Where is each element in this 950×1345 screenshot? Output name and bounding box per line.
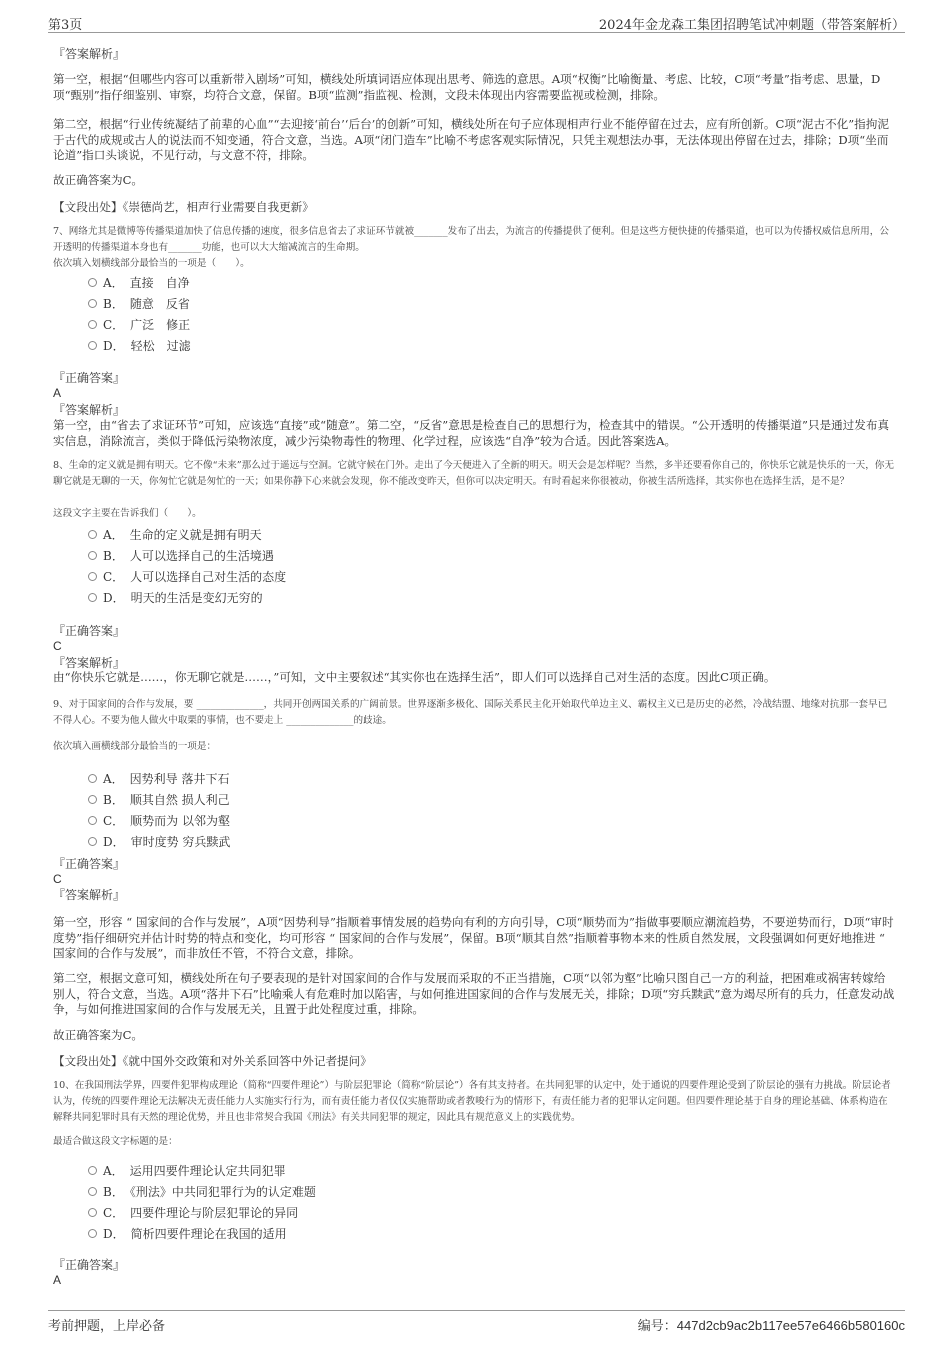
radio-icon[interactable] [88, 593, 97, 602]
q10-prompt: 最适合做这段文字标题的是： [53, 1136, 178, 1147]
footer-slogan: 考前押题，上岸必备 [48, 1319, 166, 1334]
q6-analysis-para2: 第二空，根据“行业传统凝结了前辈的心血”“去迎接‘前台’‘后台’的创新”可知，横线处所在句子应体现相声行业不能停留在过去，应有所创新。C项“泥古不化”指拘泥于古代的成规或古人的说法而不知变通，符合文意，当选。A项“闭门造车”比喻不考虑客观实际情况，只凭主观想法办事，无法体现出停留在过去，排除；D项“坐而论道”指口头谈说，不见行动，与文意不符，排除。 [53, 117, 889, 162]
page-number: 第3页 [48, 18, 83, 33]
q7-option-b[interactable]: B． 随意 反省 [88, 296, 190, 312]
document-title: 2024年金龙森工集团招聘笔试冲刺题（带答案解析） [598, 18, 905, 33]
radio-icon[interactable] [88, 1187, 97, 1196]
q9-answer-label: 『正确答案』 [53, 857, 126, 871]
q6-analysis-para1: 第一空，根据“但哪些内容可以重新带入剧场”可知，横线处所填词语应体现出思考、筛选的意思。A项“权衡”比喻衡量、考虑、比较，C项“考量”指考虑、思量，D项“甄别”指仔细鉴别、审察，均符合文意，保留。B项“监测”指监视、检测，文段未体现出内容需要监视或检测，排除。 [53, 72, 881, 102]
q9-option-a[interactable]: A． 因势利导 落井下石 [88, 771, 229, 787]
radio-icon[interactable] [88, 551, 97, 560]
q9-analysis-para2: 第二空，根据文意可知，横线处所在句子要表现的是针对国家间的合作与发展而采取的不正当措施，C项“以邻为壑”比喻只图自己一方的利益，把困难或祸害转嫁给别人，符合文意，当选。A项“落井下石”比喻乘人有危难时加以陷害，与如何推进国家间的合作与发展无关，排除；D项“穷兵黩武”意为竭尽所有的兵力，任意发动战争，与如何推进国家间的合作与发展无关，且置于此处程度过重，排除。 [53, 971, 895, 1016]
q8-option-c[interactable]: C． 人可以选择自己对生活的态度 [88, 569, 286, 585]
q10-option-d[interactable]: D． 简析四要件理论在我国的适用 [88, 1226, 287, 1242]
q8-prompt: 这段文字主要在告诉我们（ ）。 [53, 508, 202, 519]
q6-analysis-label: 『答案解析』 [53, 47, 126, 61]
q9-answer: C [53, 872, 62, 886]
q10-option-c[interactable]: C． 四要件理论与阶层犯罪论的异同 [88, 1205, 298, 1221]
q7-option-d[interactable]: D． 轻松 过滤 [88, 338, 191, 354]
q9-stem: 9、对于国家间的合作与发展，要 ______________，共同开创两国关系的广阔前景。世界逐渐多极化、国际关系民主化开始取代单边主义、霸权主义已是历史的必然，冷战结盟、地缘对抗那一套早已不得人心。不要为他人做火中取栗的事情，也不要走上 ______________的歧途。 [53, 699, 888, 726]
q7-option-c[interactable]: C． 广泛 修正 [88, 317, 190, 333]
q9-option-d[interactable]: D． 审时度势 穷兵黩武 [88, 834, 230, 850]
q10-option-a[interactable]: A． 运用四要件理论认定共同犯罪 [88, 1163, 286, 1179]
q7-prompt: 依次填入划横线部分最恰当的一项是（ ）。 [53, 258, 250, 269]
q8-analysis: 由“你快乐它就是……，你无聊它就是……，”可知，文中主要叙述“其实你也在选择生活”，即人们可以选择自己对生活的态度。因此C项正确。 [53, 670, 776, 684]
document-code [638, 1315, 905, 1334]
page-footer [48, 1310, 905, 1333]
q7-analysis: 第一空，由“省去了求证环节”可知，应该选“直接”或“随意”。第二空，“反省”意思是检查自己的思想行为，检查其中的错误。“公开透明的传播渠道”只是通过发布真实信息，消除流言，类似于降低污染物浓度，减少污染物毒性的物理、化学过程，应该选“自净”较为合适。因此答案选A。 [53, 418, 890, 448]
radio-icon[interactable] [88, 1166, 97, 1175]
radio-icon[interactable] [88, 837, 97, 846]
q7-option-a[interactable]: A． 直接 自净 [88, 275, 190, 291]
radio-icon[interactable] [88, 795, 97, 804]
q9-analysis-para1: 第一空，形容 “ 国家间的合作与发展”，A项“因势利导”指顺着事情发展的趋势向有利的方向引导，C项“顺势而为”指做事要顺应潮流趋势，不要逆势而行，D项“审时度势”指仔细研究并估计时势的特点和变化，均可形容 “ 国家间的合作与发展”，保留。B项“顺其自然”指顺着事物本来的性质自然发展，文段强调如何更好地推进 “ 国家间的合作与发展”，而非放任不管，不符合文意，排除。 [53, 915, 894, 960]
code-label: 编号： [637, 1318, 677, 1333]
q8-answer-label: 『正确答案』 [53, 624, 126, 638]
radio-icon[interactable] [88, 278, 97, 287]
radio-icon[interactable] [88, 320, 97, 329]
radio-icon[interactable] [88, 572, 97, 581]
q8-analysis-label: 『答案解析』 [53, 656, 126, 670]
q7-answer-label: 『正确答案』 [53, 371, 126, 385]
q9-option-c[interactable]: C． 顺势而为 以邻为壑 [88, 813, 230, 829]
radio-icon[interactable] [88, 299, 97, 308]
radio-icon[interactable] [88, 816, 97, 825]
q8-answer: C [53, 639, 62, 653]
radio-icon[interactable] [88, 530, 97, 539]
radio-icon[interactable] [88, 1229, 97, 1238]
q10-answer: A [53, 1273, 62, 1287]
q8-option-a[interactable]: A． 生命的定义就是拥有明天 [88, 527, 262, 543]
q10-stem: 10、在我国刑法学界，四要件犯罪构成理论（简称“四要件理论”）与阶层犯罪论（简称“阶层论”）各有其支持者。在共同犯罪的认定中，处于通说的四要件理论受到了阶层论的强有力挑战。阶层论者认为，传统的四要件理论无法解决无责任能力人实施实行行为，而有责任能力者仅仅实施帮助或者教唆行为的情形下，有责任能力者的犯罪认定问题。但四要件理论基于自身的理论基础、体系构造在解释共同犯罪时具有天然的理论优势，并且也非常契合我国《刑法》有关共同犯罪的规定，因此具有规范意义上的实践优势。 [53, 1080, 891, 1123]
q6-conclusion: 故正确答案为C。 [53, 173, 144, 187]
q7-stem: 7、网络尤其是微博等传播渠道加快了信息传播的速度，很多信息省去了求证环节就被_______发布了出去，为流言的传播提供了便利。但是这些方便快捷的传播渠道，也可以为传播权威信息所用，公开透明的传播渠道本身也有_______功能，也可以大大缩减流言的生命期。 [53, 226, 889, 253]
q9-prompt: 依次填入画横线部分最恰当的一项是： [53, 741, 217, 752]
q7-analysis-label: 『答案解析』 [53, 403, 126, 417]
q9-option-b[interactable]: B． 顺其自然 损人利己 [88, 792, 230, 808]
page-header [48, 12, 905, 33]
radio-icon[interactable] [88, 341, 97, 350]
q8-option-d[interactable]: D． 明天的生活是变幻无穷的 [88, 590, 263, 606]
q8-stem: 8、生命的定义就是拥有明天。它不像“未来”那么过于遥远与空洞。它就守候在门外。走出了今天便进入了全新的明天。明天会是怎样呢？当然，多半还要看你自己的，你快乐它就是快乐的一天，你无聊它就是无聊的一天，你匆忙它就是匆忙的一天；如果你静下心来就会发现，你不能改变昨天，但你可以决定明天。有时看起来你很被动，你被生活所选择，其实你也在选择生活，是不是？ [53, 460, 894, 487]
q9-conclusion: 故正确答案为C。 [53, 1028, 144, 1042]
q8-option-b[interactable]: B． 人可以选择自己的生活境遇 [88, 548, 274, 564]
q6-source: 【文段出处】《崇德尚艺，相声行业需要自我更新》 [53, 200, 314, 214]
radio-icon[interactable] [88, 1208, 97, 1217]
code-value: 447d2cb9ac2b117ee57e6466b580160c [676, 1318, 905, 1333]
q10-option-b[interactable]: B． 《刑法》中共同犯罪行为的认定难题 [88, 1184, 316, 1200]
q9-source: 【文段出处】《就中国外交政策和对外关系回答中外记者提问》 [53, 1054, 372, 1068]
q9-analysis-label: 『答案解析』 [53, 888, 126, 902]
radio-icon[interactable] [88, 774, 97, 783]
q7-answer: A [53, 386, 62, 400]
q10-answer-label: 『正确答案』 [53, 1258, 126, 1272]
